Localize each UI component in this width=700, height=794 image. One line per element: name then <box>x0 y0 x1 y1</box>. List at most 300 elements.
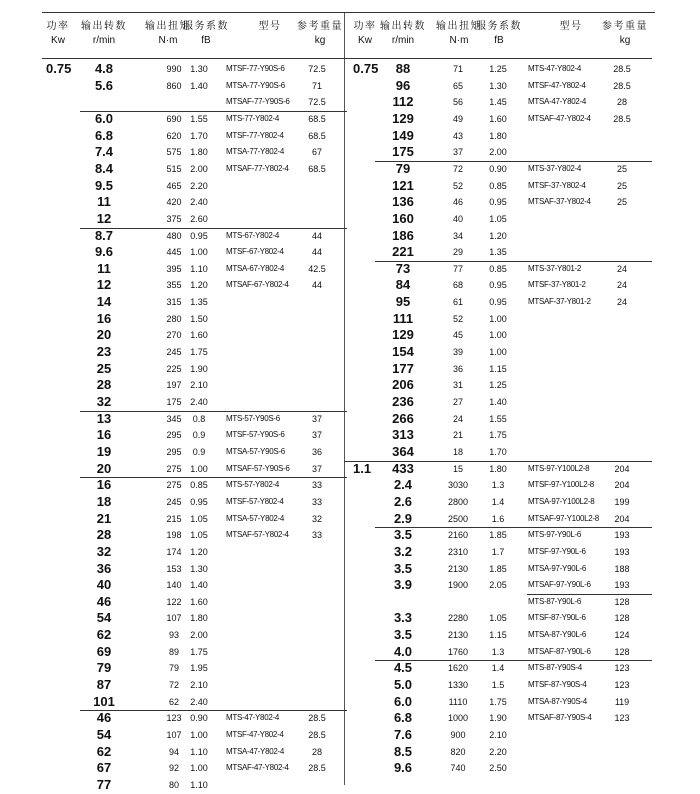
speed-cell: 28 <box>96 527 112 543</box>
table-row <box>347 544 652 561</box>
speed-cell: 69 <box>96 643 112 659</box>
group-divider <box>80 710 347 711</box>
model-cell: MTS-87-Y90L-6 <box>528 596 582 606</box>
service-factor-cell: 0.95 <box>489 280 507 291</box>
weight-cell: 28.5 <box>613 80 631 91</box>
torque-cell: 2310 <box>447 546 469 557</box>
table-row <box>42 594 347 611</box>
table-row <box>42 344 347 361</box>
service-factor-cell: 0.95 <box>190 230 208 241</box>
table-row <box>42 660 347 677</box>
table-row <box>347 744 652 761</box>
group-divider <box>344 461 652 462</box>
speed-cell: 4.5 <box>393 660 413 676</box>
service-factor-cell: 1.80 <box>190 613 208 624</box>
weight-cell: 123 <box>614 713 630 724</box>
table-row <box>347 644 652 661</box>
weight-cell: 68.5 <box>308 113 326 124</box>
speed-cell: 7.6 <box>393 727 413 742</box>
torque-header-cn: 输出扭矩 <box>145 21 191 32</box>
model-cell: MTSA-47-Y802-4 <box>528 97 587 107</box>
speed-cell: 8.5 <box>393 743 413 759</box>
speed-cell: 9.6 <box>94 244 114 260</box>
torque-cell: 107 <box>166 613 182 624</box>
table-row <box>42 694 347 711</box>
service-factor-cell: 0.85 <box>489 263 507 274</box>
speed-cell: 175 <box>392 144 414 160</box>
torque-cell: 153 <box>166 563 182 574</box>
service-header-unit: fB <box>201 35 211 46</box>
speed-cell: 121 <box>392 177 414 193</box>
table-row <box>347 527 652 544</box>
speed-cell: 11 <box>97 194 111 210</box>
table-row <box>347 677 652 694</box>
power-cell: 0.75 <box>46 61 72 76</box>
model-cell: MTSA-67-Y802-4 <box>226 263 285 273</box>
table-row <box>347 427 652 444</box>
service-header-unit: fB <box>494 35 504 46</box>
speed-cell: 46 <box>96 593 112 609</box>
service-factor-cell: 1.10 <box>190 263 208 274</box>
model-cell: MTSAF-97-Y100L2-8 <box>528 513 599 523</box>
table-row <box>347 710 652 727</box>
speed-cell: 3.5 <box>393 560 413 576</box>
weight-cell: 37 <box>311 463 322 474</box>
speed-cell: 221 <box>392 244 414 260</box>
weight-cell: 28.5 <box>308 713 326 724</box>
torque-cell: 690 <box>166 113 182 124</box>
table-row <box>347 477 652 494</box>
model-cell: MTS-47-Y802-4 <box>226 713 280 723</box>
torque-cell: 2500 <box>447 513 469 524</box>
model-cell: MTS-57-Y802-4 <box>226 480 280 490</box>
torque-cell: 245 <box>166 347 182 358</box>
torque-cell: 860 <box>166 80 182 91</box>
table-row <box>347 61 652 78</box>
model-cell: MTS-47-Y802-4 <box>528 64 582 73</box>
service-factor-cell: 1.00 <box>190 763 208 774</box>
torque-cell: 34 <box>452 230 463 241</box>
service-factor-cell: 2.20 <box>489 746 507 757</box>
weight-cell: 193 <box>614 530 630 541</box>
service-factor-cell: 1.85 <box>489 530 507 541</box>
table-row <box>42 577 347 594</box>
model-cell: MTSAF-67-Y802-4 <box>226 280 289 290</box>
model-cell: MTSAF-77-Y90S-6 <box>226 97 290 107</box>
weight-cell: 71 <box>311 80 322 91</box>
speed-cell: 46 <box>96 710 112 726</box>
table-row <box>42 78 347 95</box>
weight-header <box>292 20 348 48</box>
model-cell: MTSF-47-Y802-4 <box>226 730 284 739</box>
model-cell: MTSAF-47-Y802-4 <box>226 763 289 773</box>
power-header-cn: 功率 <box>353 21 377 32</box>
model-cell: MTS-37-Y802-4 <box>528 163 582 173</box>
table-row <box>42 94 347 111</box>
torque-cell: 2130 <box>447 630 469 641</box>
speed-cell: 54 <box>96 610 112 626</box>
speed-cell: 28 <box>96 377 112 393</box>
table-row <box>42 394 347 411</box>
torque-cell: 295 <box>166 446 182 457</box>
service-factor-cell: 1.10 <box>190 746 208 757</box>
table-row <box>42 144 347 161</box>
service-factor-cell: 1.80 <box>489 130 507 141</box>
speed-cell: 136 <box>392 194 414 210</box>
torque-cell: 15 <box>452 463 463 474</box>
table-row <box>347 377 652 394</box>
speed-cell: 95 <box>395 294 411 310</box>
speed-cell: 20 <box>96 327 112 343</box>
weight-cell: 128 <box>614 613 630 624</box>
weight-cell: 193 <box>614 580 630 591</box>
torque-cell: 2130 <box>447 563 469 574</box>
left-table <box>42 12 347 792</box>
speed-header-cn: 输出转数 <box>81 21 127 32</box>
torque-cell: 1620 <box>447 663 469 674</box>
torque-cell: 215 <box>166 513 182 524</box>
left-header-rule <box>42 58 347 59</box>
service-factor-cell: 1.55 <box>489 413 507 424</box>
torque-cell: 3030 <box>447 480 469 491</box>
torque-cell: 225 <box>166 363 182 374</box>
service-factor-cell: 1.75 <box>190 646 208 657</box>
table-row <box>347 128 652 145</box>
table-row <box>42 444 347 461</box>
torque-cell: 465 <box>166 180 182 191</box>
table-row <box>347 244 652 261</box>
speed-cell: 5.0 <box>393 677 413 693</box>
torque-cell: 990 <box>166 64 182 74</box>
table-row <box>42 178 347 195</box>
table-row <box>42 228 347 245</box>
model-cell: MTSF-57-Y802-4 <box>226 496 284 506</box>
weight-cell: 193 <box>614 546 630 557</box>
weight-cell: 44 <box>311 280 322 291</box>
speed-header-cn: 输出转数 <box>380 21 426 32</box>
table-row <box>42 361 347 378</box>
model-cell: MTSA-97-Y100L2-8 <box>528 496 595 506</box>
speed-cell: 313 <box>392 427 414 443</box>
speed-cell: 7.4 <box>94 144 114 160</box>
table-row <box>347 161 652 178</box>
model-cell: MTSA-87-Y90L-6 <box>528 630 587 640</box>
table-row <box>42 411 347 428</box>
table-row <box>42 311 347 328</box>
torque-cell: 1760 <box>447 646 469 657</box>
group-divider <box>80 477 347 478</box>
service-factor-cell: 1.35 <box>489 247 507 258</box>
table-row <box>42 527 347 544</box>
torque-cell: 445 <box>166 247 182 258</box>
group-divider <box>527 594 652 595</box>
weight-cell: 28 <box>311 746 322 757</box>
speed-cell: 73 <box>395 260 411 276</box>
table-row <box>42 244 347 261</box>
service-factor-cell: 2.00 <box>190 163 208 174</box>
service-factor-cell: 1.6 <box>491 513 505 524</box>
model-header-cn: 型号 <box>258 21 282 32</box>
torque-cell: 175 <box>166 397 182 407</box>
torque-header-cn: 输出扭矩 <box>436 21 482 32</box>
speed-header-unit: r/min <box>92 35 116 46</box>
model-cell: MTSF-67-Y802-4 <box>226 247 284 257</box>
service-factor-cell: 1.55 <box>190 113 208 124</box>
model-header <box>543 20 599 34</box>
table-row <box>347 178 652 195</box>
power-header-cn: 功率 <box>46 21 70 32</box>
model-cell: MTSAF-87-Y90S-4 <box>528 713 592 723</box>
weight-header-cn: 参考重量 <box>602 21 648 32</box>
torque-cell: 92 <box>168 763 179 774</box>
table-row <box>42 727 347 744</box>
torque-cell: 1110 <box>448 696 468 707</box>
torque-cell: 40 <box>452 213 463 224</box>
speed-cell: 40 <box>96 577 112 593</box>
torque-cell: 197 <box>166 380 182 391</box>
table-row <box>42 627 347 644</box>
service-factor-cell: 1.20 <box>190 280 208 291</box>
service-factor-cell: 2.20 <box>190 180 208 191</box>
model-cell: MTSF-37-Y801-2 <box>528 280 586 290</box>
service-factor-cell: 1.75 <box>489 696 507 707</box>
table-row <box>42 427 347 444</box>
power-header-unit: Kw <box>358 35 372 46</box>
right-table <box>347 12 652 785</box>
speed-cell: 129 <box>392 327 414 343</box>
speed-cell: 101 <box>93 693 115 709</box>
weight-cell: 24 <box>616 297 627 308</box>
weight-cell: 44 <box>311 230 322 241</box>
speed-header <box>76 20 132 48</box>
speed-cell: 160 <box>392 210 414 226</box>
speed-cell: 236 <box>392 394 414 409</box>
service-factor-cell: 1.30 <box>190 563 208 574</box>
weight-cell: 28.5 <box>308 763 326 774</box>
torque-cell: 1330 <box>447 680 469 691</box>
service-factor-cell: 1.05 <box>489 213 507 224</box>
service-factor-cell: 1.80 <box>489 463 507 474</box>
torque-cell: 89 <box>168 646 179 657</box>
torque-cell: 18 <box>452 446 463 457</box>
service-factor-cell: 1.4 <box>491 496 505 507</box>
speed-cell: 4.0 <box>393 643 413 659</box>
speed-cell: 111 <box>392 310 414 326</box>
table-row <box>42 677 347 694</box>
torque-cell: 72 <box>168 680 179 691</box>
speed-cell: 14 <box>96 294 112 310</box>
weight-header-unit: kg <box>619 35 631 46</box>
torque-cell: 27 <box>452 397 463 407</box>
table-row <box>347 511 652 528</box>
model-cell: MTS-87-Y90S-4 <box>528 663 582 673</box>
group-divider <box>80 228 347 229</box>
service-factor-cell: 2.10 <box>489 730 507 740</box>
service-factor-cell: 1.05 <box>190 530 208 541</box>
service-factor-cell: 0.95 <box>190 496 208 507</box>
speed-cell: 3.9 <box>393 577 413 593</box>
speed-cell: 9.5 <box>94 177 114 193</box>
model-cell: MTSA-47-Y802-4 <box>226 746 285 756</box>
weight-cell: 204 <box>614 463 630 474</box>
torque-cell: 2160 <box>447 530 469 541</box>
speed-cell: 5.6 <box>94 77 114 93</box>
table-row <box>347 610 652 627</box>
speed-cell: 112 <box>392 94 414 110</box>
speed-cell: 77 <box>96 776 112 792</box>
weight-cell: 68.5 <box>308 163 326 174</box>
speed-cell: 149 <box>392 127 414 143</box>
table-row <box>42 111 347 128</box>
table-row <box>347 261 652 278</box>
service-factor-cell: 0.9 <box>192 446 206 457</box>
torque-header-unit: N·m <box>158 35 178 46</box>
service-header-cn: 服务系数 <box>183 21 229 32</box>
table-row <box>42 377 347 394</box>
speed-cell: 13 <box>96 410 112 426</box>
table-row <box>347 577 652 594</box>
model-cell: MTSF-97-Y100L2-8 <box>528 480 594 490</box>
weight-cell: 128 <box>614 596 630 607</box>
speed-cell: 88 <box>395 61 411 76</box>
speed-cell: 2.9 <box>393 510 413 526</box>
weight-cell: 123 <box>614 663 630 674</box>
speed-cell: 3.5 <box>393 627 413 643</box>
service-factor-cell: 1.00 <box>489 347 507 358</box>
table-row <box>42 744 347 761</box>
torque-cell: 2280 <box>447 613 469 624</box>
weight-cell: 25 <box>616 163 627 174</box>
service-factor-cell: 1.90 <box>190 363 208 374</box>
service-factor-cell: 1.15 <box>489 630 507 641</box>
speed-cell: 3.3 <box>393 610 413 626</box>
weight-cell: 24 <box>616 263 627 274</box>
weight-cell: 204 <box>614 480 630 491</box>
service-factor-cell: 1.00 <box>190 463 208 474</box>
speed-cell: 6.8 <box>393 710 413 726</box>
group-divider <box>375 527 652 528</box>
torque-cell: 77 <box>452 263 463 274</box>
torque-cell: 480 <box>166 230 182 241</box>
weight-cell: 24 <box>616 280 627 291</box>
torque-cell: 39 <box>452 347 463 358</box>
weight-cell: 33 <box>311 496 322 507</box>
table-row <box>347 660 652 677</box>
weight-cell: 72.5 <box>308 64 326 74</box>
table-row <box>42 760 347 777</box>
model-cell: MTSAF-77-Y802-4 <box>226 163 289 173</box>
model-cell: MTS-77-Y802-4 <box>226 113 280 123</box>
model-header <box>242 20 298 34</box>
top-rule <box>42 12 655 13</box>
service-factor-cell: 0.95 <box>489 197 507 208</box>
model-cell: MTSF-87-Y90S-4 <box>528 680 587 690</box>
torque-cell: 900 <box>450 730 466 740</box>
speed-cell: 154 <box>392 344 414 360</box>
speed-cell: 433 <box>392 460 414 476</box>
service-factor-cell: 1.30 <box>489 80 507 91</box>
torque-cell: 740 <box>450 763 466 774</box>
model-cell: MTSF-57-Y90S-6 <box>226 430 285 440</box>
service-factor-cell: 1.50 <box>190 313 208 324</box>
table-row <box>347 277 652 294</box>
table-row <box>42 777 347 794</box>
model-cell: MTSAF-97-Y90L-6 <box>528 580 591 590</box>
group-divider <box>375 261 652 262</box>
service-factor-cell: 1.75 <box>489 430 507 441</box>
table-row <box>347 211 652 228</box>
service-factor-cell: 1.00 <box>190 247 208 258</box>
speed-cell: 6.0 <box>94 110 114 126</box>
weight-cell: 37 <box>311 413 322 424</box>
table-row <box>347 78 652 95</box>
torque-cell: 62 <box>168 696 179 707</box>
service-factor-cell: 0.85 <box>190 480 208 491</box>
weight-header-unit: kg <box>314 35 326 46</box>
table-row <box>347 411 652 428</box>
weight-cell: 204 <box>614 513 630 524</box>
torque-cell: 395 <box>166 263 182 274</box>
group-divider <box>375 161 652 162</box>
service-factor-cell: 0.90 <box>489 163 507 174</box>
speed-cell: 9.6 <box>393 760 413 776</box>
table-row <box>347 361 652 378</box>
torque-cell: 24 <box>452 413 463 424</box>
speed-cell: 21 <box>96 510 112 526</box>
weight-cell: 28 <box>616 97 627 108</box>
model-cell: MTS-57-Y90S-6 <box>226 413 280 423</box>
service-factor-cell: 1.3 <box>491 480 505 491</box>
table-row <box>347 727 652 744</box>
table-row <box>42 211 347 228</box>
torque-cell: 140 <box>166 580 182 591</box>
speed-cell: 62 <box>96 627 112 643</box>
service-factor-cell: 1.25 <box>489 380 507 391</box>
service-factor-cell: 0.85 <box>489 180 507 191</box>
speed-cell: 177 <box>392 360 414 376</box>
model-header-cn: 型号 <box>559 21 583 32</box>
torque-cell: 375 <box>166 213 182 224</box>
table-row <box>42 544 347 561</box>
table-row <box>42 610 347 627</box>
service-factor-cell: 1.60 <box>190 330 208 341</box>
torque-cell: 72 <box>452 163 463 174</box>
weight-cell: 37 <box>311 430 322 441</box>
table-row <box>42 128 347 145</box>
weight-cell: 199 <box>614 496 630 507</box>
table-row <box>347 194 652 211</box>
speed-cell: 96 <box>395 77 411 93</box>
speed-cell: 2.4 <box>393 477 413 493</box>
torque-cell: 280 <box>166 313 182 324</box>
model-cell: MTS-97-Y100L2-8 <box>528 463 590 473</box>
group-divider <box>80 111 347 112</box>
torque-cell: 620 <box>166 130 182 141</box>
speed-cell: 18 <box>96 493 112 509</box>
speed-cell: 67 <box>96 760 112 776</box>
weight-cell: 124 <box>614 630 630 641</box>
power-header <box>40 20 76 48</box>
weight-header-cn: 参考重量 <box>297 21 343 32</box>
speed-cell: 2.6 <box>393 493 413 509</box>
weight-cell: 28.5 <box>613 64 631 74</box>
model-cell: MTSA-77-Y802-4 <box>226 147 285 157</box>
torque-cell: 420 <box>166 197 182 208</box>
table-row <box>42 261 347 278</box>
service-factor-cell: 1.75 <box>190 347 208 358</box>
service-factor-cell: 1.60 <box>489 113 507 124</box>
speed-cell: 4.8 <box>94 61 114 76</box>
